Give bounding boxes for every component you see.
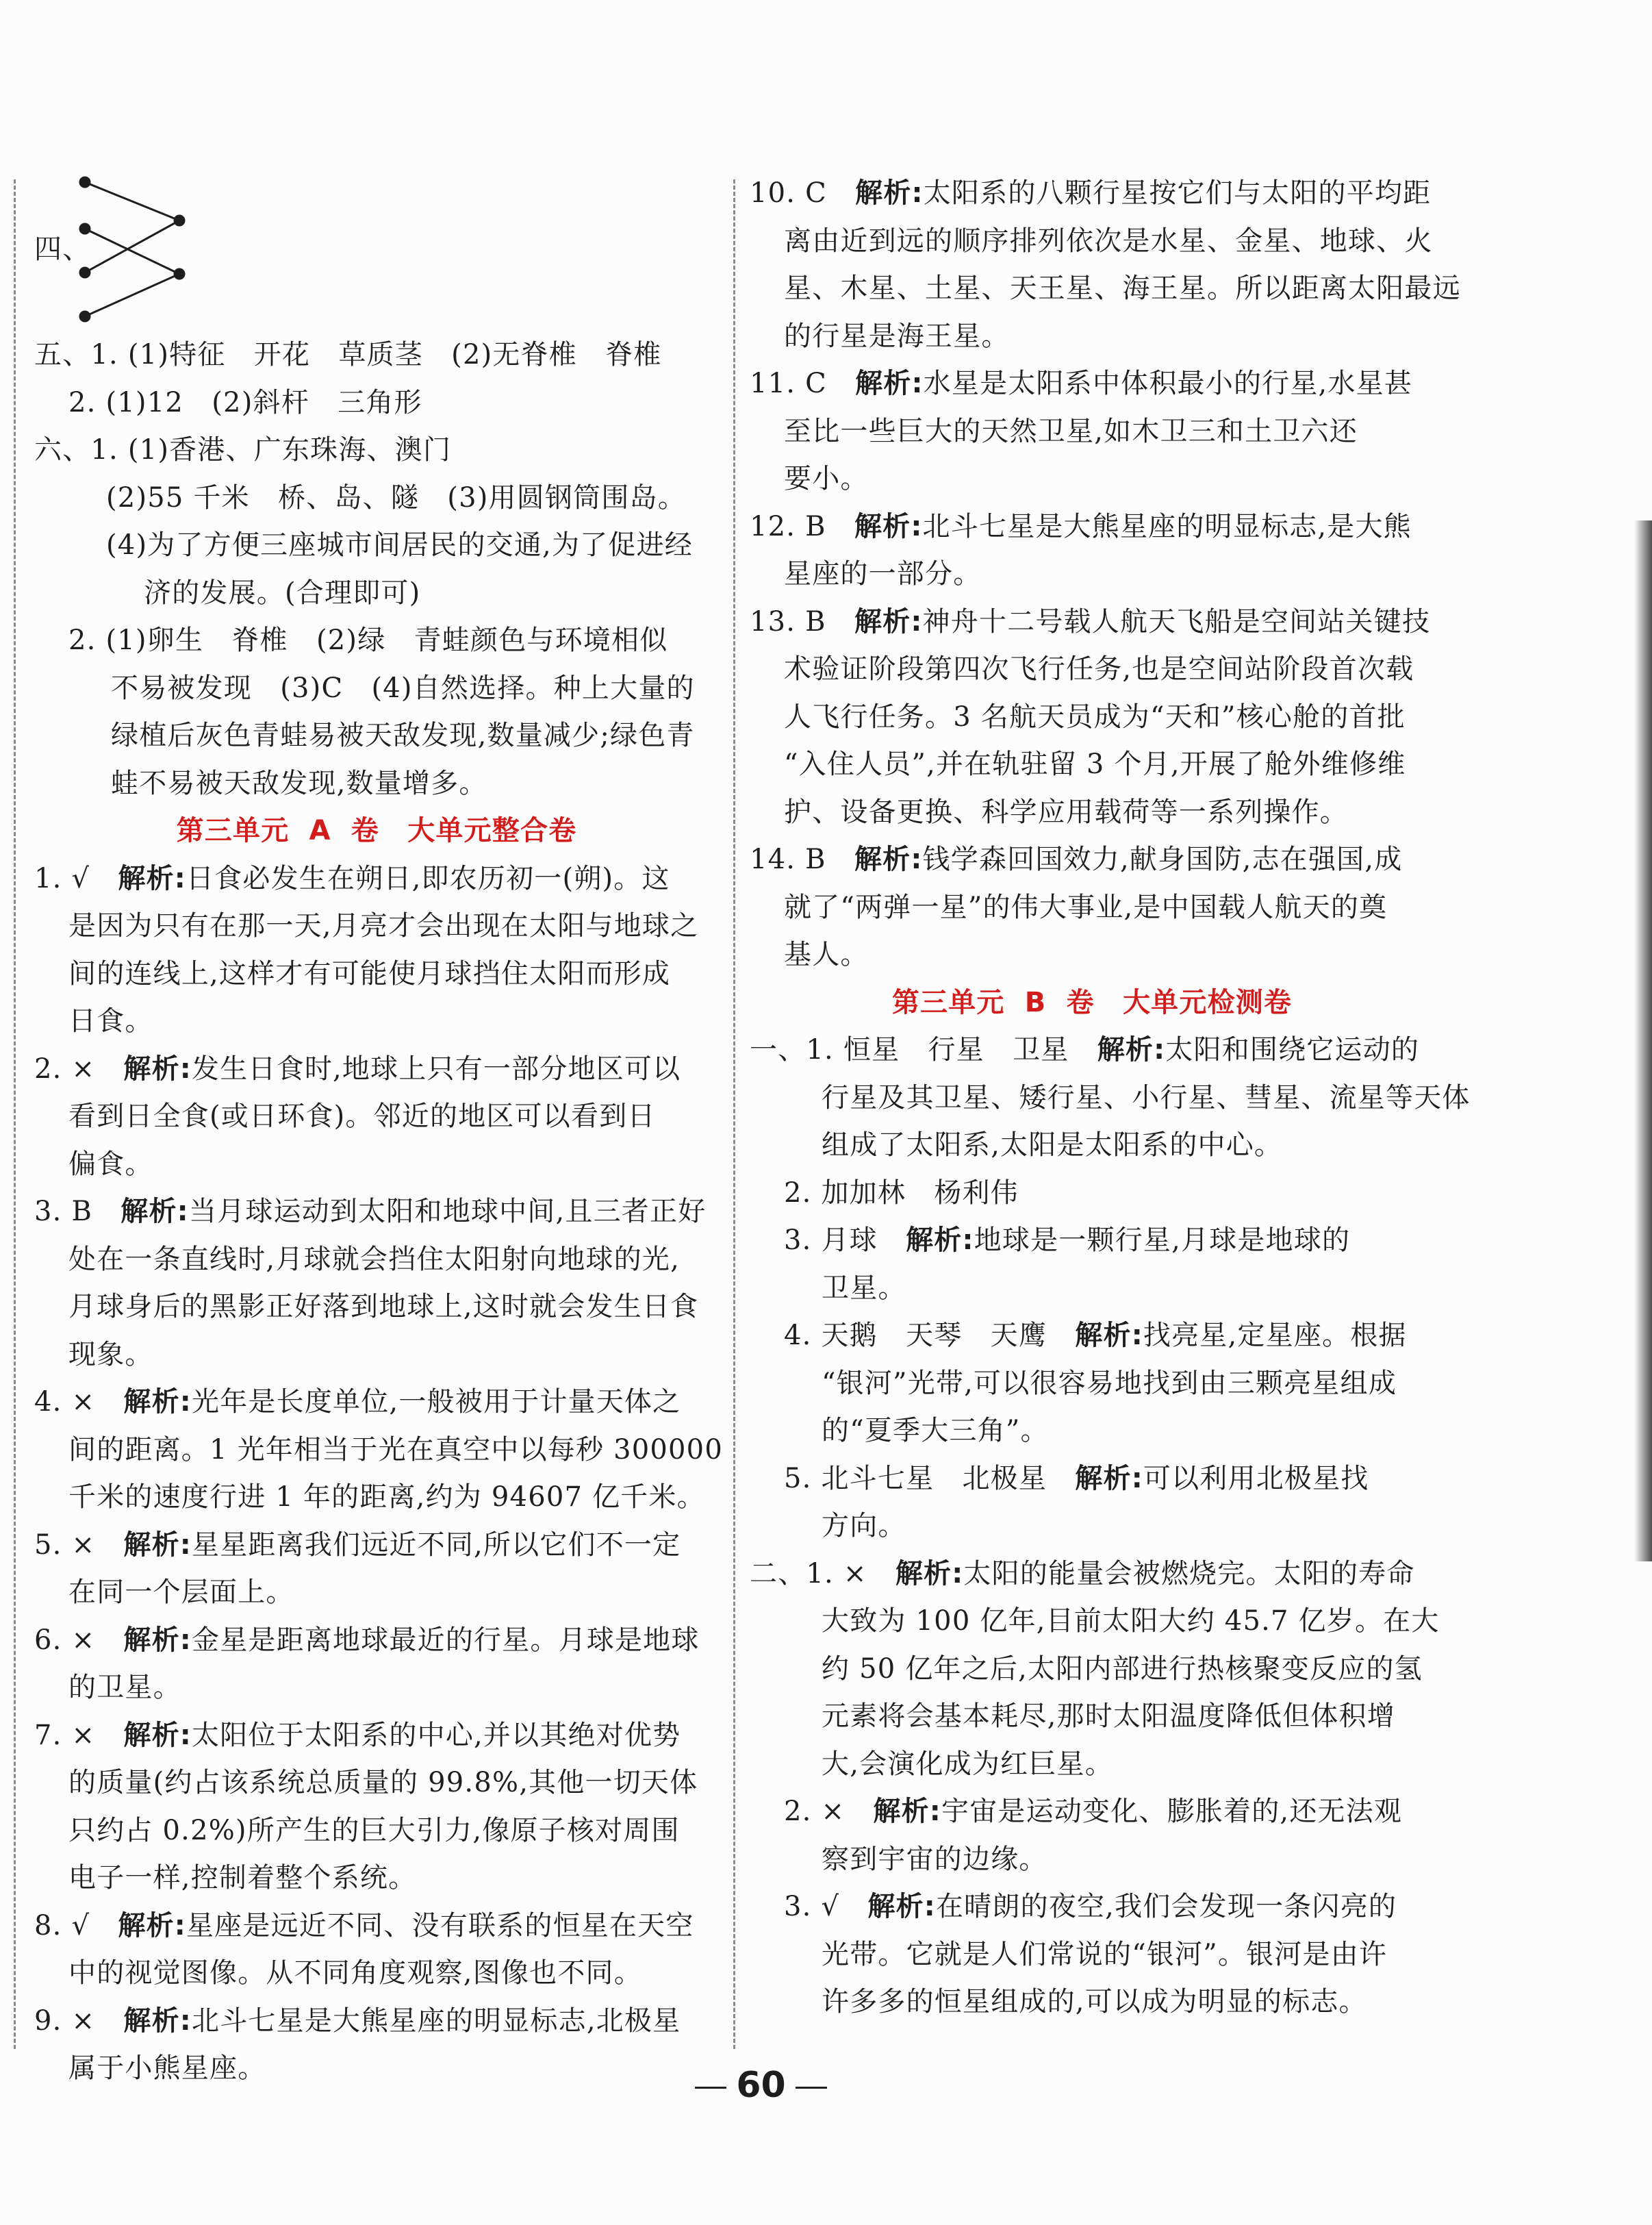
answer-item	[34, 1379, 719, 1426]
answer-line: 六、1. (1)香港、广东珠海、澳门	[34, 434, 452, 466]
match-dot	[80, 268, 90, 277]
answer-text: 太阳和围绕它运动的	[1165, 1034, 1420, 1066]
answer-item	[750, 1883, 1434, 1931]
answer-line: 绿植后灰色青蛙易被天敌发现,数量减少;绿色青	[111, 720, 695, 751]
answer-number: 12. B	[750, 510, 826, 542]
answer-text-line: 基人。	[784, 939, 869, 970]
answer-text-line: 是因为只有在那一天,月亮才会出现在太阳与地球之	[68, 910, 699, 942]
answer-item	[750, 170, 1434, 218]
answer-text: 北斗七星是大熊星座的明显标志,是大熊	[922, 510, 1412, 542]
answer-number: 10. C	[750, 177, 827, 209]
analysis-label: 解析:	[854, 605, 923, 638]
answer-text-line: 许多多的恒星组成的,可以成为明显的标志。	[822, 1986, 1367, 2017]
analysis-label: 解析:	[873, 1796, 942, 1827]
analysis-label: 解析:	[1097, 1034, 1166, 1066]
answer-text: 光年是长度单位,一般被用于计量天体之	[192, 1386, 681, 1418]
answer-text-line: 处在一条直线时,月球就会挡住太阳射向地球的光,	[68, 1243, 681, 1275]
answer-text-line: 间的距离。1 光年相当于光在真空中以每秒 300000	[68, 1433, 723, 1466]
answer-text: 太阳位于太阳系的中心,并以其绝对优势	[192, 1719, 681, 1751]
answer-item	[750, 599, 1434, 646]
answer-item	[750, 503, 1434, 551]
answer-item	[34, 1046, 719, 1094]
matching-question	[34, 170, 719, 331]
answer-text: 钱学森回国效力,献身国防,志在强国,成	[922, 844, 1403, 875]
answer-number: 1. √	[34, 862, 90, 894]
answer-number: 二、1. ×	[750, 1557, 867, 1589]
answer-item	[34, 1617, 719, 1665]
answer-text-line: 星座的一部分。	[784, 558, 982, 590]
answer-item	[750, 1312, 1434, 1360]
answer-text: 当月球运动到太阳和地球中间,且三者正好	[188, 1196, 707, 1227]
analysis-label: 解析:	[855, 177, 924, 209]
answer-item	[34, 1902, 719, 1950]
answer-text: 地球是一颗行星,月球是地球的	[974, 1224, 1351, 1256]
answer-text-line: 日食。	[68, 1005, 153, 1037]
answer-text-line: 离由近到远的顺序排列依次是水星、金星、地球、火	[784, 225, 1433, 257]
answer-number: 3. 月球	[784, 1224, 878, 1256]
answer-text-line: 偏食。	[68, 1148, 153, 1180]
answer-number: 2. ×	[784, 1796, 846, 1827]
answer-item	[34, 1998, 719, 2046]
right-answers-top	[750, 170, 1461, 979]
answer-item	[750, 1455, 1434, 1503]
heading-unit3-a: 第三单元 A 卷 大单元整合卷	[176, 815, 577, 846]
analysis-label: 解析:	[123, 1529, 192, 1561]
answer-item	[750, 1170, 1434, 1218]
answer-item	[750, 1217, 1434, 1265]
answer-text-line: 人飞行任务。3 名航天员成为“天和”核心舱的首批	[784, 701, 1406, 733]
match-dot	[80, 312, 90, 321]
answer-text-line: 至比一些巨大的天然卫星,如木卫三和土卫六还	[784, 415, 1358, 447]
page-number-dash-left	[695, 2087, 726, 2089]
answer-line: 2. (1)卵生 脊椎 (2)绿 青蛙颜色与环境相似	[68, 625, 668, 656]
answer-number: 一、1. 恒星 行星 卫星	[750, 1034, 1069, 1066]
answer-text-line: 察到宇宙的边缘。	[822, 1843, 1047, 1875]
answer-line: (4)为了方便三座城市间居民的交通,为了促进经	[106, 529, 693, 561]
left-answer-lines	[34, 331, 719, 807]
answer-text-line: 大致为 100 亿年,目前太阳大约 45.7 亿岁。在大	[822, 1605, 1440, 1637]
answer-text-line: 方向。	[822, 1510, 906, 1542]
answer-line: 2. (1)12 (2)斜杆 三角形	[68, 386, 422, 418]
page-number	[0, 2065, 1522, 2106]
analysis-label: 解析:	[123, 2004, 192, 2037]
answer-text-line: 要小。	[784, 463, 869, 494]
answer-text-line: 间的连线上,这样才有可能使月球挡住太阳而形成	[68, 957, 671, 990]
answer-text-line: 属于小熊星座。	[68, 2052, 266, 2084]
answer-text-line: 就了“两弹一星”的伟大事业,是中国载人航天的奠	[784, 891, 1388, 923]
answer-line: 济的发展。(合理即可)	[144, 577, 421, 609]
heading-unit3-b: 第三单元 B 卷 大单元检测卷	[891, 986, 1293, 1018]
answer-text-line: 星、木星、土星、天王星、海王星。所以距离太阳最远	[784, 273, 1461, 304]
answer-number: 8. √	[34, 1909, 90, 1941]
section-four-label: 四、	[34, 234, 91, 265]
answer-text-line: 光带。它就是人们常说的“银河”。银河是由许	[822, 1938, 1388, 1970]
analysis-label: 解析:	[118, 862, 186, 894]
answer-text: 找亮星,定星座。根据	[1143, 1320, 1407, 1351]
answer-text-line: 千米的速度行进 1 年的距离,约为 94607 亿千米。	[68, 1481, 705, 1513]
page-number-dash-right	[796, 2087, 827, 2089]
page-edge-shadow	[1634, 520, 1652, 1561]
answer-number: 7. ×	[34, 1719, 96, 1751]
answer-item	[750, 836, 1434, 884]
analysis-label: 解析:	[1075, 1320, 1143, 1351]
answer-number: 4. 天鹅 天琴 天鹰	[784, 1320, 1047, 1351]
answer-text: 金星是距离地球最近的行星。月球是地球	[192, 1624, 700, 1656]
answer-text-line: “银河”光带,可以很容易地找到由三颗亮星组成	[822, 1367, 1397, 1399]
answer-text-line: 组成了太阳系,太阳是太阳系的中心。	[822, 1129, 1283, 1161]
answer-text: 在晴朗的夜空,我们会发现一条闪亮的	[935, 1891, 1397, 1922]
match-dot	[175, 269, 184, 279]
answer-text-line: 行星及其卫星、矮行星、小行星、彗星、流星等天体	[822, 1081, 1471, 1114]
analysis-label: 解析:	[867, 1891, 936, 1922]
answer-text: 北斗七星是大熊星座的明显标志,北极星	[192, 2004, 681, 2037]
match-dot	[175, 216, 184, 225]
answer-item	[750, 1788, 1434, 1836]
matching-lines-diagram	[75, 170, 233, 331]
answer-item	[750, 360, 1434, 408]
answer-text: 神舟十二号载人航天飞船是空间站关键技	[922, 605, 1431, 638]
answer-text-line: 卫星。	[822, 1272, 906, 1304]
left-margin-line	[14, 179, 16, 2049]
answer-text-line: 只约占 0.2%)所产生的巨大引力,像原子核对周围	[68, 1814, 680, 1846]
answer-line: 不易被发现 (3)C (4)自然选择。种上大量的	[111, 672, 695, 704]
answer-item	[34, 1712, 719, 1760]
answer-number: 3. B	[34, 1196, 93, 1227]
answer-text: 太阳的能量会被燃烧完。太阳的寿命	[963, 1557, 1415, 1589]
answer-text-line: 电子一样,控制着整个系统。	[68, 1862, 417, 1894]
answer-item	[750, 1550, 1434, 1598]
answer-text-line: 护、设备更换、科学应用载荷等一系列操作。	[784, 796, 1348, 828]
analysis-label: 解析:	[120, 1196, 189, 1227]
answer-number: 9. ×	[34, 2004, 96, 2037]
analysis-label: 解析:	[854, 844, 923, 875]
match-dot	[80, 224, 90, 234]
answer-number: 5. 北斗七星 北极星	[784, 1462, 1047, 1494]
analysis-label: 解析:	[123, 1053, 192, 1085]
answer-text-line: 在同一个层面上。	[68, 1576, 294, 1608]
analysis-label: 解析:	[123, 1624, 192, 1656]
answer-text-line: 术验证阶段第四次飞行任务,也是空间站阶段首次载	[784, 653, 1414, 685]
page-number-text: 60	[736, 2065, 786, 2106]
analysis-label: 解析:	[123, 1719, 192, 1751]
analysis-label: 解析:	[118, 1909, 186, 1941]
answer-text-line: 大,会演化成为红巨星。	[822, 1748, 1113, 1780]
left-column	[34, 170, 723, 2093]
answer-text-line: 中的视觉图像。从不同角度观察,图像也不同。	[68, 1957, 642, 1989]
column-divider	[733, 179, 735, 2049]
match-dot	[80, 177, 90, 187]
answer-line: (2)55 千米 桥、岛、隧 (3)用圆钢筒围岛。	[106, 481, 686, 514]
answer-number: 13. B	[750, 605, 826, 638]
answer-text-line: 的行星是海王星。	[784, 320, 1010, 352]
answer-item	[34, 1188, 719, 1236]
answer-text-line: 看到日全食(或日环食)。邻近的地区可以看到日	[68, 1101, 656, 1132]
answer-text: 宇宙是运动变化、膨胀着的,还无法观	[941, 1796, 1403, 1827]
answer-text: 可以利用北极星找	[1143, 1462, 1369, 1494]
answer-text-line: 月球身后的黑影正好落到地球上,这时就会发生日食	[68, 1291, 699, 1322]
answer-number: 2. 加加林 杨利伟	[784, 1177, 1019, 1209]
right-answers-b	[750, 1027, 1471, 2026]
left-answers	[34, 855, 723, 2093]
answer-text-line: 的卫星。	[68, 1672, 181, 1703]
answer-item	[34, 855, 719, 903]
answer-text: 水星是太阳系中体积最小的行星,水星甚	[923, 368, 1413, 399]
answer-line: 五、1. (1)特征 开花 草质茎 (2)无脊椎 脊椎	[34, 339, 662, 370]
analysis-label: 解析:	[906, 1224, 974, 1256]
answer-number: 3. √	[784, 1891, 840, 1922]
answer-text-line: 现象。	[68, 1338, 153, 1370]
answer-number: 5. ×	[34, 1529, 96, 1561]
right-column	[750, 170, 1471, 2026]
answer-number: 4. ×	[34, 1386, 96, 1418]
answer-text: 发生日食时,地球上只有一部分地区可以	[192, 1053, 681, 1085]
answer-line: 蛙不易被天敌发现,数量增多。	[111, 767, 487, 799]
analysis-label: 解析:	[123, 1386, 192, 1418]
analysis-label: 解析:	[855, 368, 924, 399]
answer-text: 日食必发生在朔日,即农历初一(朔)。这	[186, 862, 670, 894]
answer-text: 星星距离我们远近不同,所以它们不一定	[192, 1529, 681, 1561]
answer-text-line: 约 50 亿年之后,太阳内部进行热核聚变反应的氢	[822, 1652, 1423, 1685]
answer-text: 星座是远近不同、没有联系的恒星在天空	[186, 1909, 694, 1941]
analysis-label: 解析:	[1075, 1462, 1143, 1494]
answer-item	[34, 1522, 719, 1570]
answer-item	[750, 1027, 1434, 1074]
answer-number: 11. C	[750, 368, 827, 399]
answer-text-line: 的“夏季大三角”。	[822, 1415, 1049, 1446]
answer-number: 6. ×	[34, 1624, 96, 1656]
answer-text-line: “入住人员”,并在轨驻留 3 个月,开展了舱外维修维	[784, 749, 1406, 780]
answer-text-line: 的质量(约占该系统总质量的 99.8%,其他一切天体	[68, 1767, 698, 1798]
answer-text: 太阳系的八颗行星按它们与太阳的平均距	[923, 177, 1432, 209]
analysis-label: 解析:	[895, 1557, 964, 1589]
answer-number: 14. B	[750, 844, 826, 875]
analysis-label: 解析:	[854, 510, 923, 542]
answer-text-line: 元素将会基本耗尽,那时太阳温度降低但体积增	[822, 1700, 1395, 1732]
answer-number: 2. ×	[34, 1053, 96, 1085]
